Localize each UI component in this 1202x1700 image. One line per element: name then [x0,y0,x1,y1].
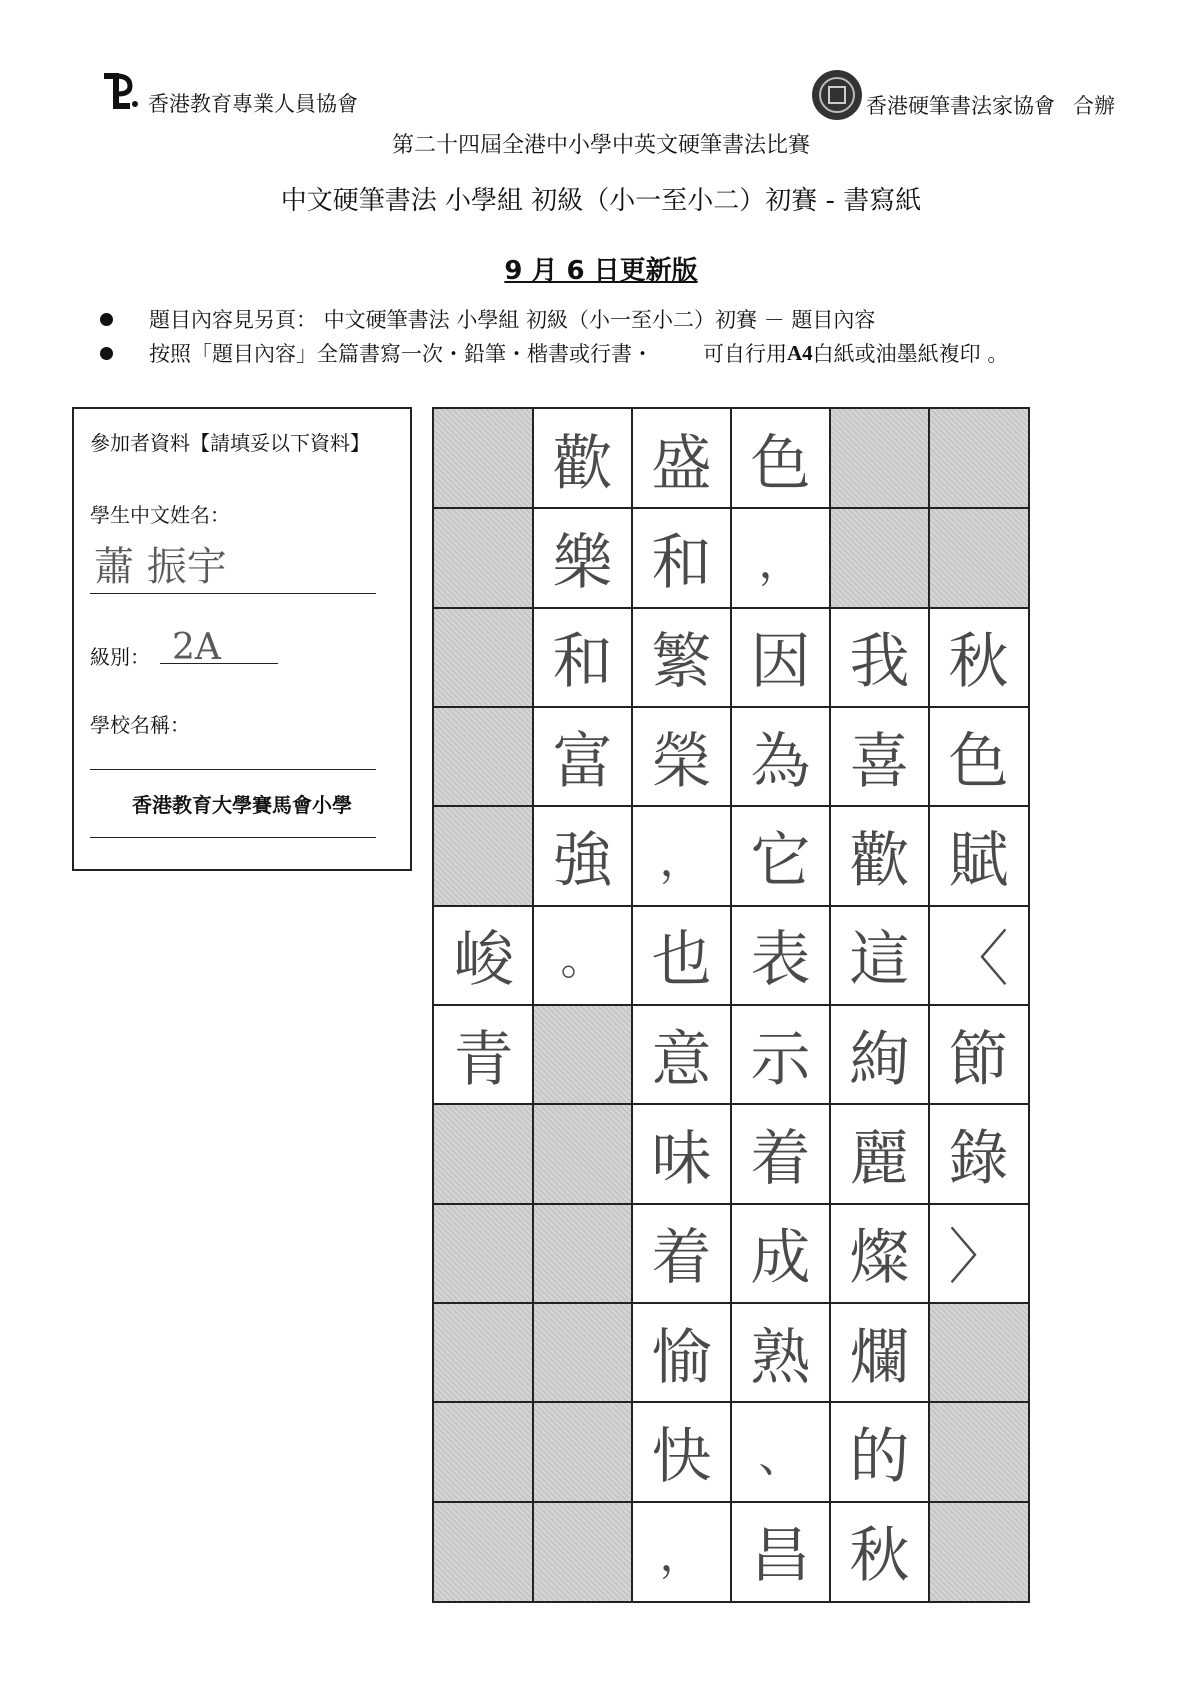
handwritten-character: 意 [651,1024,712,1095]
grid-row-line [434,1501,1028,1503]
grid-cell [731,508,830,607]
grid-cell [731,1005,830,1104]
handwritten-character: 熟 [750,1322,811,1393]
grid-cell [731,1104,830,1203]
grid-cell [533,906,632,1005]
grid-cell [533,608,632,707]
grid-cell [632,1104,731,1203]
grid-row-line [434,1203,1028,1205]
grid-cell [434,906,533,1005]
grid-cell [434,1303,533,1402]
instruction-text: 按照「題目內容」全篇書寫一次・鉛筆・楷書或行書・ [149,342,653,366]
grid-row-line [434,706,1028,708]
school-name-label: 學校名稱： [90,713,190,737]
handwritten-character: 着 [651,1223,712,1294]
handwritten-character: 絢 [849,1024,910,1095]
handwritten-character: 也 [651,925,712,996]
grid-cell [731,1402,830,1501]
grid-cell [533,1204,632,1303]
grid-cell [533,1502,632,1601]
instruction-item [100,336,1140,370]
grid-cell [533,1402,632,1501]
grid-cell [434,1204,533,1303]
grid-cell [632,806,731,905]
paper-size: A4 [787,340,813,365]
grid-cell [731,1303,830,1402]
grid-row-line [434,1401,1028,1403]
bullet-icon [100,347,113,360]
student-name-label: 學生中文姓名： [90,503,230,527]
participant-info-heading: 參加者資料【請填妥以下資料】 [90,431,370,455]
student-name-value[interactable]: 蕭 振宇 [94,544,227,590]
handwritten-character: 。 [560,934,605,986]
grid-cell [929,409,1028,508]
handwritten-character: 峻 [453,925,514,996]
org-left-name: 香港教育專業人員協會 [148,92,358,116]
grid-cell [632,508,731,607]
grid-cell [632,608,731,707]
handwritten-character: 爛 [849,1322,910,1393]
handwritten-character: 富 [552,726,613,797]
handwritten-character: 色 [948,726,1009,797]
grid-cell [632,1402,731,1501]
grid-cell [533,806,632,905]
grid-cell [632,1502,731,1601]
handwritten-character: ， [659,834,704,886]
grid-cell [434,1402,533,1501]
handwritten-character: 〈 [948,925,1009,996]
grid-cell [533,1303,632,1402]
handwritten-character: 樂 [552,527,613,598]
grid-cell [632,906,731,1005]
handwritten-character: 着 [750,1123,811,1194]
grid-cell [731,1502,830,1601]
instruction-item [100,302,1140,336]
grid-cell [632,1005,731,1104]
handwritten-character: 和 [552,627,613,698]
handwritten-character: 燦 [849,1223,910,1294]
org-right [866,90,1115,120]
grid-cell [434,409,533,508]
grid-cell [929,1005,1028,1104]
grid-cell [731,806,830,905]
handwritten-character: 快 [651,1421,712,1492]
handwritten-character: 歡 [849,825,910,896]
handwritten-character: 它 [750,825,811,896]
handwritten-character: 喜 [849,726,910,797]
grid-cell [731,707,830,806]
version-label: 9 月 6 日更新版 [504,256,698,286]
grid-cell [830,1502,929,1601]
handwritten-character: 節 [948,1024,1009,1095]
handwritten-character: 因 [750,627,811,698]
grid-cell [929,508,1028,607]
grid-cell [533,409,632,508]
grid-cell [929,1104,1028,1203]
grid-cell [830,1104,929,1203]
handwritten-character: 榮 [651,726,712,797]
writing-grid [432,407,1030,1603]
grid-cell [632,1204,731,1303]
handwritten-character: 味 [651,1123,712,1194]
grid-cell [830,1303,929,1402]
handwritten-character: ， [758,536,803,588]
handwritten-character: 為 [750,726,811,797]
participant-info-box [72,407,412,871]
grid-cell [632,1303,731,1402]
grid-cell [929,707,1028,806]
grid-row-line [434,805,1028,807]
grid-cell [533,707,632,806]
grid-row-line [434,905,1028,907]
handwritten-character: 、 [758,1430,803,1482]
grid-cell [434,608,533,707]
handwritten-character: 青 [453,1024,514,1095]
handwritten-character: 麗 [849,1123,910,1194]
grid-cell [731,906,830,1005]
grid-cell [533,1104,632,1203]
teachers-union-logo-icon [100,66,140,110]
handwritten-character: 我 [849,627,910,698]
co-host-label: 合辦 [1073,94,1115,118]
grid-row-line [434,607,1028,609]
handwritten-character: 賦 [948,825,1009,896]
grid-cell [929,1303,1028,1402]
grid-row-line [434,1103,1028,1105]
calligraphy-association-seal-icon [810,68,864,122]
class-value[interactable]: 2A [172,627,221,668]
handwritten-character: 和 [651,527,712,598]
grid-cell [830,1005,929,1104]
grid-cell [929,906,1028,1005]
grid-cell [929,1402,1028,1501]
grid-row-line [434,1302,1028,1304]
instructions-list [100,302,1140,370]
handwritten-character: 昌 [750,1521,811,1592]
class-label: 級別： [90,645,150,669]
grid-cell [434,707,533,806]
handwritten-character: 成 [750,1223,811,1294]
grid-cell [830,409,929,508]
bullet-icon [100,313,113,326]
handwritten-character: ， [659,1530,704,1582]
handwritten-character: 色 [750,428,811,499]
grid-cell [632,707,731,806]
grid-row-line [434,1004,1028,1006]
grid-cell [731,409,830,508]
handwritten-character: 表 [750,925,811,996]
grid-cell [830,508,929,607]
handwritten-character: 這 [849,925,910,996]
instruction-text: 題目內容見另頁： 中文硬筆書法 小學組 初級（小一至小二）初賽 － 題目內容 [149,308,876,332]
grid-cell [929,806,1028,905]
org-right-name: 香港硬筆書法家協會 [866,94,1055,118]
grid-cell [731,608,830,707]
grid-cell [731,1204,830,1303]
grid-cell [434,508,533,607]
grid-cell [830,707,929,806]
grid-cell [830,906,929,1005]
grid-cell [434,1502,533,1601]
grid-cell [533,1005,632,1104]
handwritten-character: 秋 [948,627,1009,698]
grid-cell [929,1204,1028,1303]
handwritten-character: 盛 [651,428,712,499]
handwritten-character: 強 [552,825,613,896]
competition-title: 第二十四屆全港中小學中英文硬筆書法比賽 [391,133,810,158]
instruction-text-copy: 可自行用 [703,342,787,366]
handwritten-character: 秋 [849,1521,910,1592]
grid-cell [434,1104,533,1203]
grid-cell [929,608,1028,707]
grid-row-line [434,507,1028,509]
handwritten-character: 繁 [651,627,712,698]
grid-cell [929,1502,1028,1601]
handwritten-character: 〉 [948,1223,1009,1294]
handwritten-character: 歡 [552,428,613,499]
handwritten-character: 的 [849,1421,910,1492]
grid-cell [830,806,929,905]
grid-cell [830,608,929,707]
handwritten-character: 愉 [651,1322,712,1393]
grid-cell [434,806,533,905]
school-name-value[interactable]: 香港教育大學賽馬會小學 [132,793,352,817]
sheet-subtitle: 中文硬筆書法 小學組 初級（小一至小二）初賽 - 書寫紙 [280,186,922,216]
handwritten-character: 錄 [948,1123,1009,1194]
grid-cell [830,1402,929,1501]
handwritten-character: 示 [750,1024,811,1095]
instruction-text-paper: 白紙或油墨紙複印 。 [812,342,1009,366]
grid-cell [632,409,731,508]
grid-cell [830,1204,929,1303]
grid-cell [533,508,632,607]
grid-cell [434,1005,533,1104]
